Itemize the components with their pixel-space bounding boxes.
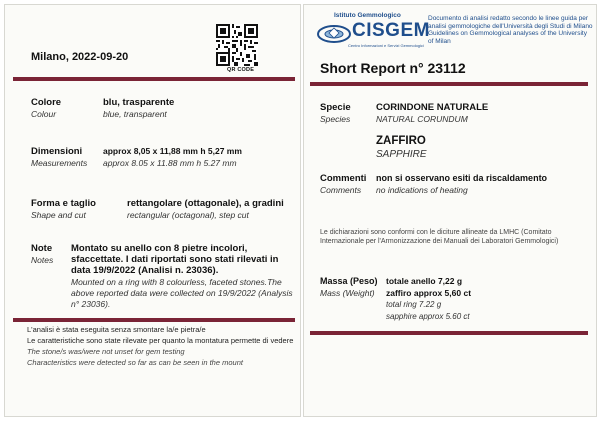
variety-value: ZAFFIRO bbox=[376, 135, 426, 147]
report-left-page bbox=[4, 4, 301, 417]
qr-code bbox=[216, 24, 258, 66]
weight-total-ring-en: total ring 7.22 g bbox=[386, 300, 442, 309]
species-value: CORINDONE NATURALE bbox=[376, 102, 489, 113]
report-title: Short Report n° 23112 bbox=[320, 60, 466, 76]
divider-bar bbox=[13, 77, 295, 81]
notes-value-en: Mounted on a ring with 8 colourless, faceted stones.The above reported data were collected on 19/9/2022 (Analysis n° 23036). bbox=[71, 277, 293, 309]
notes-label-en: Notes bbox=[31, 255, 54, 265]
divider-bar bbox=[13, 318, 295, 322]
footer-line-it-2: Le caratteristiche sono state rilevate per quanto la montatura permette di vedere bbox=[27, 336, 294, 345]
comments-label: Commenti bbox=[320, 173, 367, 184]
footer-line-en-1: The stone/s was/were not unset for gem testing bbox=[27, 347, 185, 356]
shape-value-en: rectangular (octagonal), step cut bbox=[127, 210, 249, 220]
comments-label-en: Comments bbox=[320, 185, 362, 195]
colour-value-en: blue, transparent bbox=[103, 109, 167, 119]
measurements-label-en: Measurements bbox=[31, 158, 88, 168]
colour-label: Colore bbox=[31, 97, 62, 108]
divider-bar bbox=[310, 331, 588, 335]
weight-label: Massa (Peso) bbox=[320, 276, 378, 286]
brand-tagline: Centro Informazioni e Servizi Gemmologici bbox=[348, 43, 424, 48]
lmhc-declaration: Le dichiarazioni sono conformi con le diciture allineate da LMHC (Comitato Internazionale per l'Armonizzazione dei Manuali dei Laboratori Gemmologici) bbox=[320, 229, 559, 245]
variety-value-en: SAPPHIRE bbox=[376, 149, 427, 160]
shape-label: Forma e taglio bbox=[31, 198, 96, 209]
shape-value: rettangolare (ottagonale), a gradini bbox=[127, 198, 284, 209]
qr-caption: QR CODE bbox=[227, 67, 255, 73]
brand-name: CISGEM bbox=[352, 20, 430, 41]
footer-line-it-1: L'analisi è stata eseguita senza smontare la/e pietra/e bbox=[27, 325, 206, 334]
species-label-en: Species bbox=[320, 114, 351, 124]
report-date: Milano, 2022-09-20 bbox=[31, 51, 129, 63]
colour-value: blu, trasparente bbox=[103, 97, 175, 108]
weight-sapphire: zaffiro approx 5,60 ct bbox=[386, 288, 472, 298]
divider-bar bbox=[310, 82, 588, 86]
measurements-label: Dimensioni bbox=[31, 146, 83, 157]
comments-value: non si osservano esiti da riscaldamento bbox=[376, 173, 548, 183]
notes-value: Montato su anello con 8 pietre incolori, sfaccettate. I dati riportati sono stati rilevati in data 19/9/2022 (Analisi n. 23036). bbox=[71, 243, 279, 276]
comments-value-en: no indications of heating bbox=[376, 185, 468, 195]
species-label: Specie bbox=[320, 102, 351, 113]
cisgem-logo-icon bbox=[315, 21, 353, 43]
report-right-page bbox=[303, 4, 597, 417]
weight-total-ring: totale anello 7,22 g bbox=[386, 276, 463, 286]
measurements-value-en: approx 8.05 x 11.88 mm h 5.27 mm bbox=[103, 158, 237, 168]
brand-institute: Istituto Gemmologico bbox=[334, 12, 401, 19]
shape-label-en: Shape and cut bbox=[31, 210, 86, 220]
colour-label-en: Colour bbox=[31, 109, 57, 119]
measurements-value: approx 8,05 x 11,88 mm h 5,27 mm bbox=[103, 146, 242, 156]
document-guidelines-text: Documento di analisi redatto secondo le linee guida per analisi gemmologiche dell'Università degli Studi di Milano Guidelines on Gemmological analyses of the University of Milan bbox=[428, 15, 593, 45]
notes-label: Note bbox=[31, 243, 53, 254]
footer-line-en-2: Characteristics were detected so far as can be seen in the mount bbox=[27, 358, 243, 367]
weight-label-en: Mass (Weight) bbox=[320, 288, 375, 298]
species-value-en: NATURAL CORUNDUM bbox=[376, 114, 468, 124]
weight-sapphire-en: sapphire approx 5.60 ct bbox=[386, 312, 470, 321]
